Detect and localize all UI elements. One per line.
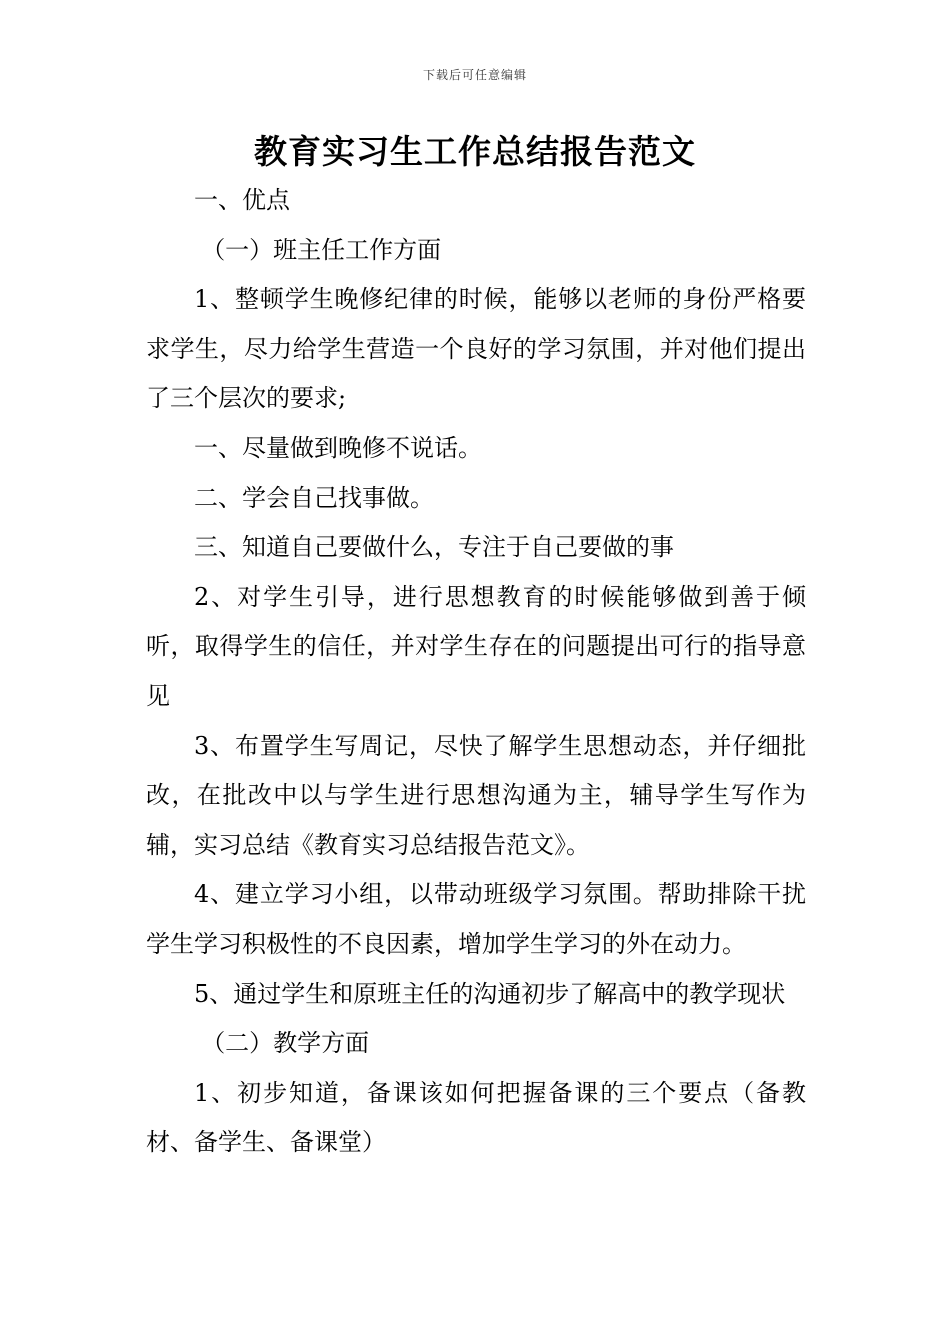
document-title: 教育实习生工作总结报告范文 (254, 132, 696, 171)
document-body (146, 176, 806, 1168)
header-note: 下载后可任意编辑 (422, 68, 527, 82)
list-item: 二、学会自己找事做。 (194, 483, 434, 512)
paragraph: 5、通过学生和原班主任的沟通初步了解高中的教学现状 (194, 979, 786, 1008)
paragraph: 3、布置学生写周记，尽快了解学生思想动态，并仔细批改，在批改中以与学生进行思想沟通为主，辅导学生写作为辅，实习总结《教育实习总结报告范文》。 (146, 731, 806, 859)
section-heading: 一、优点 (194, 186, 290, 214)
paragraph: 4、建立学习小组，以带动班级学习氛围。帮助排除干扰学生学习积极性的不良因素，增加学生学习的外在动力。 (146, 880, 806, 958)
subsection-heading: （一）班主任工作方面 (201, 235, 442, 264)
subsection-heading: （二）教学方面 (201, 1029, 370, 1058)
list-item: 一、尽量做到晚修不说话。 (194, 433, 482, 462)
paragraph: 1、整顿学生晚修纪律的时候，能够以老师的身份严格要求学生，尽力给学生营造一个良好的学习氛围，并对他们提出了三个层次的要求; (146, 285, 806, 413)
paragraph: 1、初步知道，备课该如何把握备课的三个要点（备教材、备学生、备课堂） (146, 1078, 806, 1157)
paragraph: 2、对学生引导，进行思想教育的时候能够做到善于倾听，取得学生的信任，并对学生存在的问题提出可行的指导意见 (146, 582, 806, 710)
list-item: 三、知道自己要做什么，专注于自己要做的事 (194, 533, 674, 562)
